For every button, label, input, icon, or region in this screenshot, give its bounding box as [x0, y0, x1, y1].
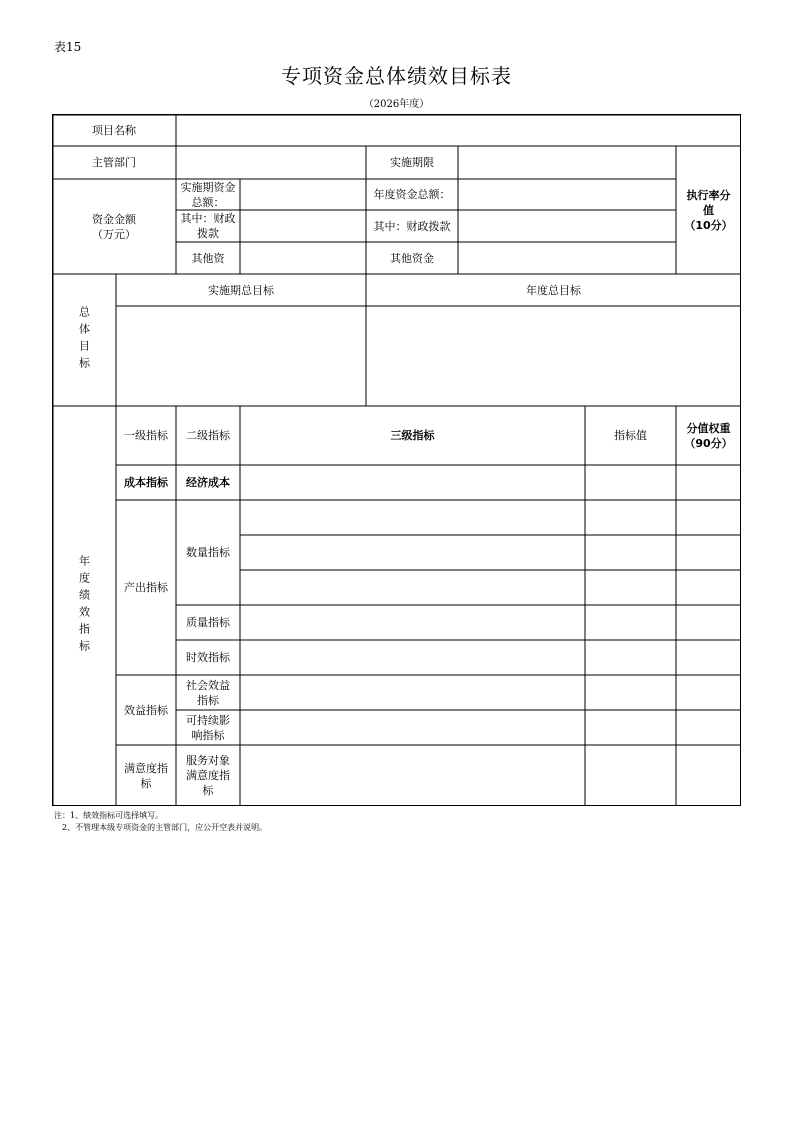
exec-rate-score: （10分）: [684, 218, 733, 232]
period-label: 实施期限: [390, 156, 434, 169]
social-benefit-indicator: 社会效益指标: [186, 678, 230, 707]
note-2: 2、不管理本级专项资金的主管部门，应公开空表并说明。: [62, 823, 268, 832]
other-field-annual[interactable]: [458, 242, 676, 274]
note-1: 注：1、绩效指标可选择填写。: [54, 811, 164, 820]
period-field[interactable]: [458, 146, 676, 179]
fiscal-field-period[interactable]: [240, 210, 366, 242]
satisfaction-indicator: 满意度指标: [124, 761, 168, 790]
exec-rate-header: [676, 146, 741, 274]
col-level2: 二级指标: [186, 429, 230, 442]
output-indicator: 产出指标: [124, 581, 168, 594]
other-label-annual: 其他资金: [390, 251, 434, 265]
table-number: 表15: [54, 40, 82, 54]
funds-label-line2: （万元）: [92, 227, 136, 241]
indicators-label: 年度绩效指标: [77, 555, 91, 657]
project-name-label: 项目名称: [92, 123, 136, 137]
other-label-period: 其他资: [191, 251, 225, 265]
col-value: 指标值: [614, 429, 647, 442]
col-weight-score: （90分）: [684, 436, 733, 450]
sustain-indicator: 可持续影响指标: [186, 713, 230, 742]
notes: [54, 810, 267, 834]
col-weight: [676, 406, 741, 465]
project-name-field[interactable]: [176, 114, 741, 146]
service-satisfaction-indicator: 服务对象满意度指标: [186, 754, 230, 797]
dept-label: 主管部门: [92, 156, 136, 169]
exec-rate-label: 执行率分值: [686, 188, 731, 217]
fiscal-field-annual[interactable]: [458, 210, 676, 242]
funds-label-line1: 资金金额: [92, 212, 136, 226]
annual-goal-field[interactable]: [366, 306, 741, 406]
total-period-label: 实施期资金总额：: [180, 180, 236, 209]
annual-goal-header: 年度总目标: [526, 283, 581, 297]
dept-field[interactable]: [176, 146, 366, 179]
annual-total-field[interactable]: [458, 179, 676, 210]
period-goal-field[interactable]: [116, 306, 366, 406]
timeliness-indicator: 时效指标: [186, 651, 230, 664]
other-field-period[interactable]: [240, 242, 366, 274]
year-label: （2026年度）: [363, 99, 430, 110]
funds-label: [52, 179, 176, 274]
col-weight-label: 分值权重: [686, 421, 731, 435]
fiscal-label-annual: 其中：财政拨款: [373, 219, 451, 233]
annual-total-label: 年度资金总额：: [373, 188, 451, 201]
benefit-indicator: 效益指标: [124, 703, 168, 717]
performance-table: [52, 114, 741, 806]
goals-label: 总体目标: [77, 306, 91, 374]
total-period-field[interactable]: [240, 179, 366, 210]
quality-indicator: 质量指标: [186, 616, 230, 629]
fiscal-label-period: 其中：财政拨款: [180, 212, 236, 240]
economic-cost: 经济成本: [186, 476, 230, 489]
col-level1: 一级指标: [124, 429, 168, 442]
period-goal-header: 实施期总目标: [208, 283, 274, 297]
cost-indicator: 成本指标: [124, 476, 168, 489]
quantity-indicator: 数量指标: [186, 546, 230, 559]
document-title: 专项资金总体绩效目标表: [281, 64, 512, 88]
col-level3: 三级指标: [390, 429, 435, 442]
